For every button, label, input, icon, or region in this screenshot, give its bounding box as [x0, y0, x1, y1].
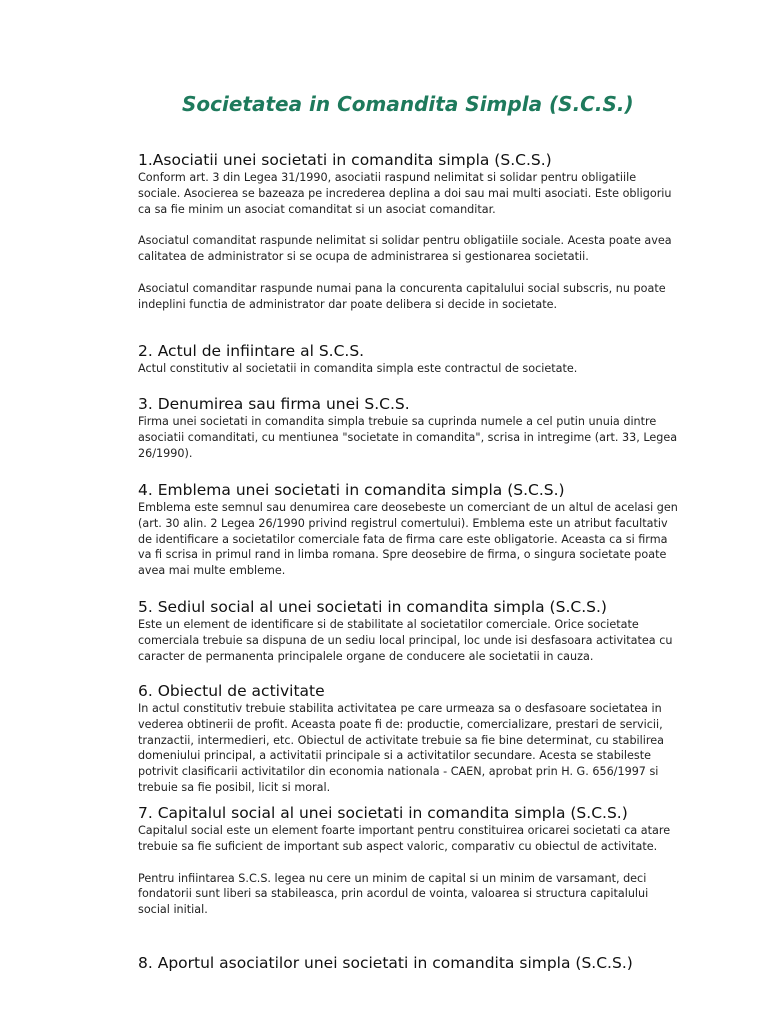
section-paragraph: Este un element de identificare si de stabilitate al societatilor comerciale. Orice societate comerciala trebuie sa dispuna de un sediu local principal, loc unde isi desfasoara activitatea cu caracter de permanenta principalele organe de conducere ale societatii in cauza. — [138, 618, 673, 663]
section-asociati — [138, 151, 680, 313]
section-obiect — [138, 682, 680, 796]
section-heading: 6. Obiectul de activitate — [138, 682, 325, 700]
section-paragraph: Asociatul comanditar raspunde numai pana la concurenta capitalului social subscris, nu poate indeplini functia de administrator dar poate delibera si decide in societate. — [138, 281, 666, 311]
section-paragraph: Capitalul social este un element foarte important pentru constituirea oricarei societati ca atare trebuie sa fie suficient de important sub aspect valoric, comparativ cu obiectul de activitate. — [138, 824, 671, 853]
document-title: Societatea in Comandita Simpla (S.C.S.) — [182, 92, 634, 116]
section-heading: 2. Actul de infiintare al S.C.S. — [138, 342, 365, 360]
section-heading: 1.Asociatii unei societati in comandita simpla (S.C.S.) — [138, 151, 552, 169]
section-paragraph: In actul constitutiv trebuie stabilita activitatea pe care urmeaza sa o desfasoare societatea in vederea obtinerii de profit. Aceasta poate fi de: productie, comercializare, prestari de servicii, tranzactii, intermedieri, etc. Obiectul de activitate trebuie sa fie bine determinat, cu stabilirea domeniului principal, a activitatii principale si a activitatilor secundare. Acesta se stabileste potrivit clasificarii activitatilor din economia nationala - CAEN, aprobat prin H. G. 656/1997 si trebuie sa fie posibil, licit si moral. — [138, 702, 664, 794]
section-heading: 4. Emblema unei societati in comandita simpla (S.C.S.) — [138, 481, 565, 499]
section-aport — [138, 954, 680, 973]
section-paragraph: Emblema este semnul sau denumirea care deosebeste un comerciant de un altul de acelasi gen (art. 30 alin. 2 Legea 26/1990 privind registrul comertului). Emblema este un atribut facultativ de identificare a societatilor comerciale fata de firma care este obligatorie. Aceasta ca si firma va fi scrisa in primul rand in limba romana. Spre deosebire de firma, o singura societate poate avea mai multe embleme. — [138, 501, 678, 578]
section-paragraph: Firma unei societati in comandita simpla trebuie sa cuprinda numele a cel putin unuia dintre asociatii comanditati, cu mentiunea "societate in comandita", scrisa in intregime (art. 33, Legea 26/1990). — [138, 415, 678, 460]
section-sediu — [138, 598, 680, 664]
section-act-infiintare — [138, 342, 680, 377]
section-heading: 8. Aportul asociatilor unei societati in comandita simpla (S.C.S.) — [138, 954, 633, 972]
section-paragraph: Conform art. 3 din Legea 31/1990, asociatii raspund nelimitat si solidar pentru obligatiile sociale. Asocierea se bazeaza pe increderea deplina a doi sau mai multi asociati. Este obligoriu ca sa fie minim un asociat comanditat si un asociat comanditar. — [138, 171, 672, 216]
section-denumire — [138, 395, 680, 461]
section-emblema — [138, 481, 680, 579]
section-paragraph: Actul constitutiv al societatii in comandita simpla este contractul de societate. — [138, 362, 578, 375]
section-paragraph: Pentru infiintarea S.C.S. legea nu cere un minim de capital si un minim de varsamant, deci fondatorii sunt liberi sa stabileasca, prin acordul de vointa, valoarea si structura capitalului social initial. — [138, 871, 649, 917]
section-paragraph: Asociatul comanditat raspunde nelimitat si solidar pentru obligatiile sociale. Acesta poate avea calitatea de administrator si se ocupa de administrarea si gestionarea societatii. — [138, 234, 672, 264]
section-heading: 5. Sediul social al unei societati in comandita simpla (S.C.S.) — [138, 598, 607, 616]
section-heading: 7. Capitalul social al unei societati in comandita simpla (S.C.S.) — [138, 804, 628, 822]
section-heading: 3. Denumirea sau firma unei S.C.S. — [138, 395, 410, 413]
section-capital — [138, 804, 680, 918]
